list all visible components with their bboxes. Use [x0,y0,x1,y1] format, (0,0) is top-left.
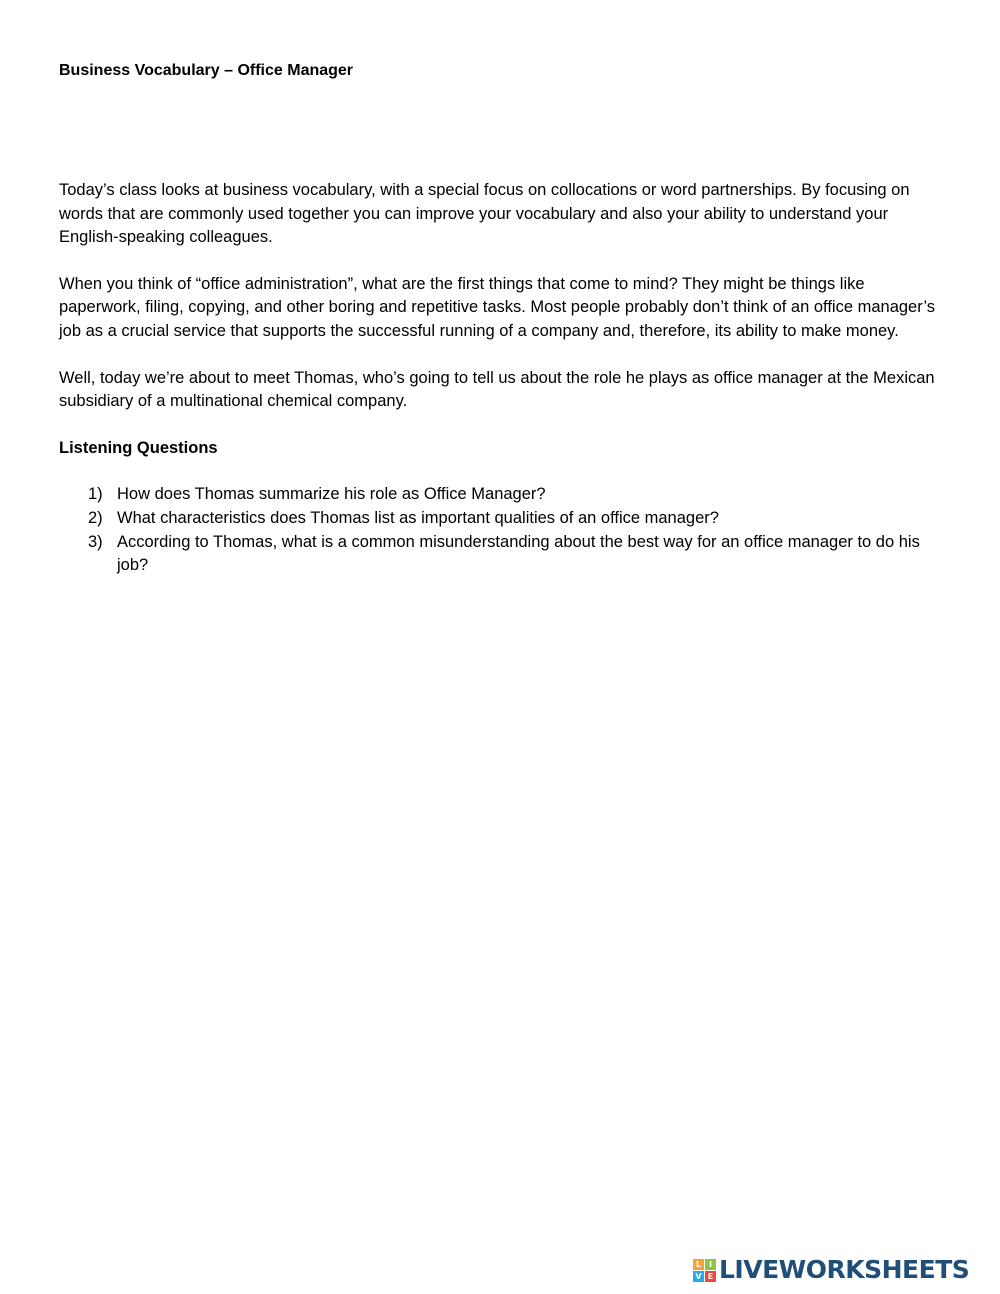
question-text: According to Thomas, what is a common misunderstanding about the best way for an office manager to do his job? [117,532,920,575]
question-number: 1) [88,485,103,504]
question-item [59,483,939,507]
listening-questions-heading: Listening Questions [59,438,218,457]
question-text: How does Thomas summarize his role as Office Manager? [117,485,546,504]
office-administration-paragraph: When you think of “office administration”, what are the first things that come to mind? They might be things like paperwork, filing, copying, and other boring and repetitive tasks. Most people probably don’t think of an office manager’s job as a crucial service that supports the successful running of a company and, therefore, its ability to make money. [59,274,935,340]
logo-tile-l: L [693,1259,704,1270]
document-title: Business Vocabulary – Office Manager [59,62,354,79]
question-item [59,531,939,578]
liveworksheets-logo-text: LIVEWORKSHEETS [719,1255,970,1284]
liveworksheets-logo [693,1255,969,1285]
question-text: What characteristics does Thomas list as important qualities of an office manager? [117,508,719,527]
listening-questions-list [59,483,939,577]
question-item [59,507,939,531]
logo-tile-v: V [693,1271,704,1282]
question-number: 3) [88,532,103,551]
meet-thomas-paragraph: Well, today we’re about to meet Thomas, who’s going to tell us about the role he plays as office manager at the Mexican subsidiary of a multinational chemical company. [59,368,935,411]
worksheet-page [59,58,939,578]
logo-tile-i: I [705,1259,716,1270]
intro-paragraph: Today’s class looks at business vocabulary, with a special focus on collocations or word partnerships. By focusing on words that are commonly used together you can improve your vocabulary and also your ability to understand your English-speaking colleagues. [59,181,910,247]
question-number: 2) [88,508,103,527]
logo-tile-e: E [705,1271,716,1282]
liveworksheets-logo-icon [693,1259,716,1282]
